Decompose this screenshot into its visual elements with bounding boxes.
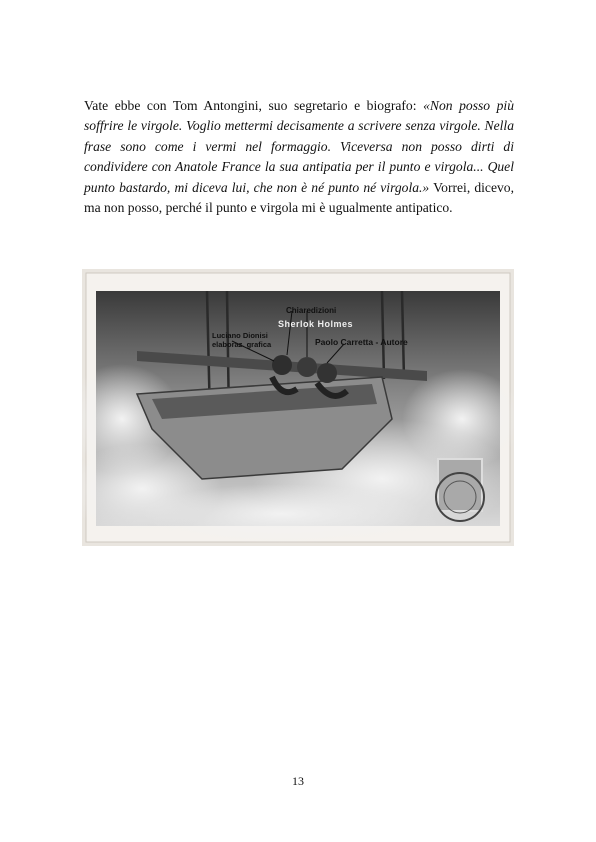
paragraph-outro: Vorrei, dicevo, ma non posso, perché il punto e virgola mi è ugualmente antipatico. <box>84 179 514 216</box>
label-sherlock-holmes: Sherlok Holmes <box>278 319 354 329</box>
pilot-left <box>272 355 292 375</box>
label-luciano-line2: elaboraz. grafica <box>212 340 272 349</box>
label-chiaredizioni: Chiaredizioni <box>286 306 337 315</box>
vintage-postcard-illustration <box>82 269 514 546</box>
body-paragraph <box>84 96 514 218</box>
paragraph-quote: «Non posso più soffrire le virgole. Voglio mettermi decisamente a scrivere senza virgole. Nella frase sono come i vermi nel formaggio. Viceversa non posso dirti di condividere con Anatole France la sua antipatia per il punto e virgola... Quel punto bastardo, mi diceva lui, che non è né punto né virgola.» <box>84 98 514 195</box>
pilot-middle <box>297 357 317 377</box>
label-luciano-line1: Luciano Dionisi <box>212 331 268 340</box>
label-paolo-carretta: Paolo Carretta - Autore <box>315 337 408 347</box>
paragraph-intro: Vate ebbe con Tom Antongini, suo segretario e biografo: <box>84 98 424 113</box>
page-number: 13 <box>292 774 304 788</box>
postage-stamp <box>438 459 482 511</box>
pilot-right <box>317 363 337 383</box>
label-luciano-dionisi <box>212 331 271 349</box>
